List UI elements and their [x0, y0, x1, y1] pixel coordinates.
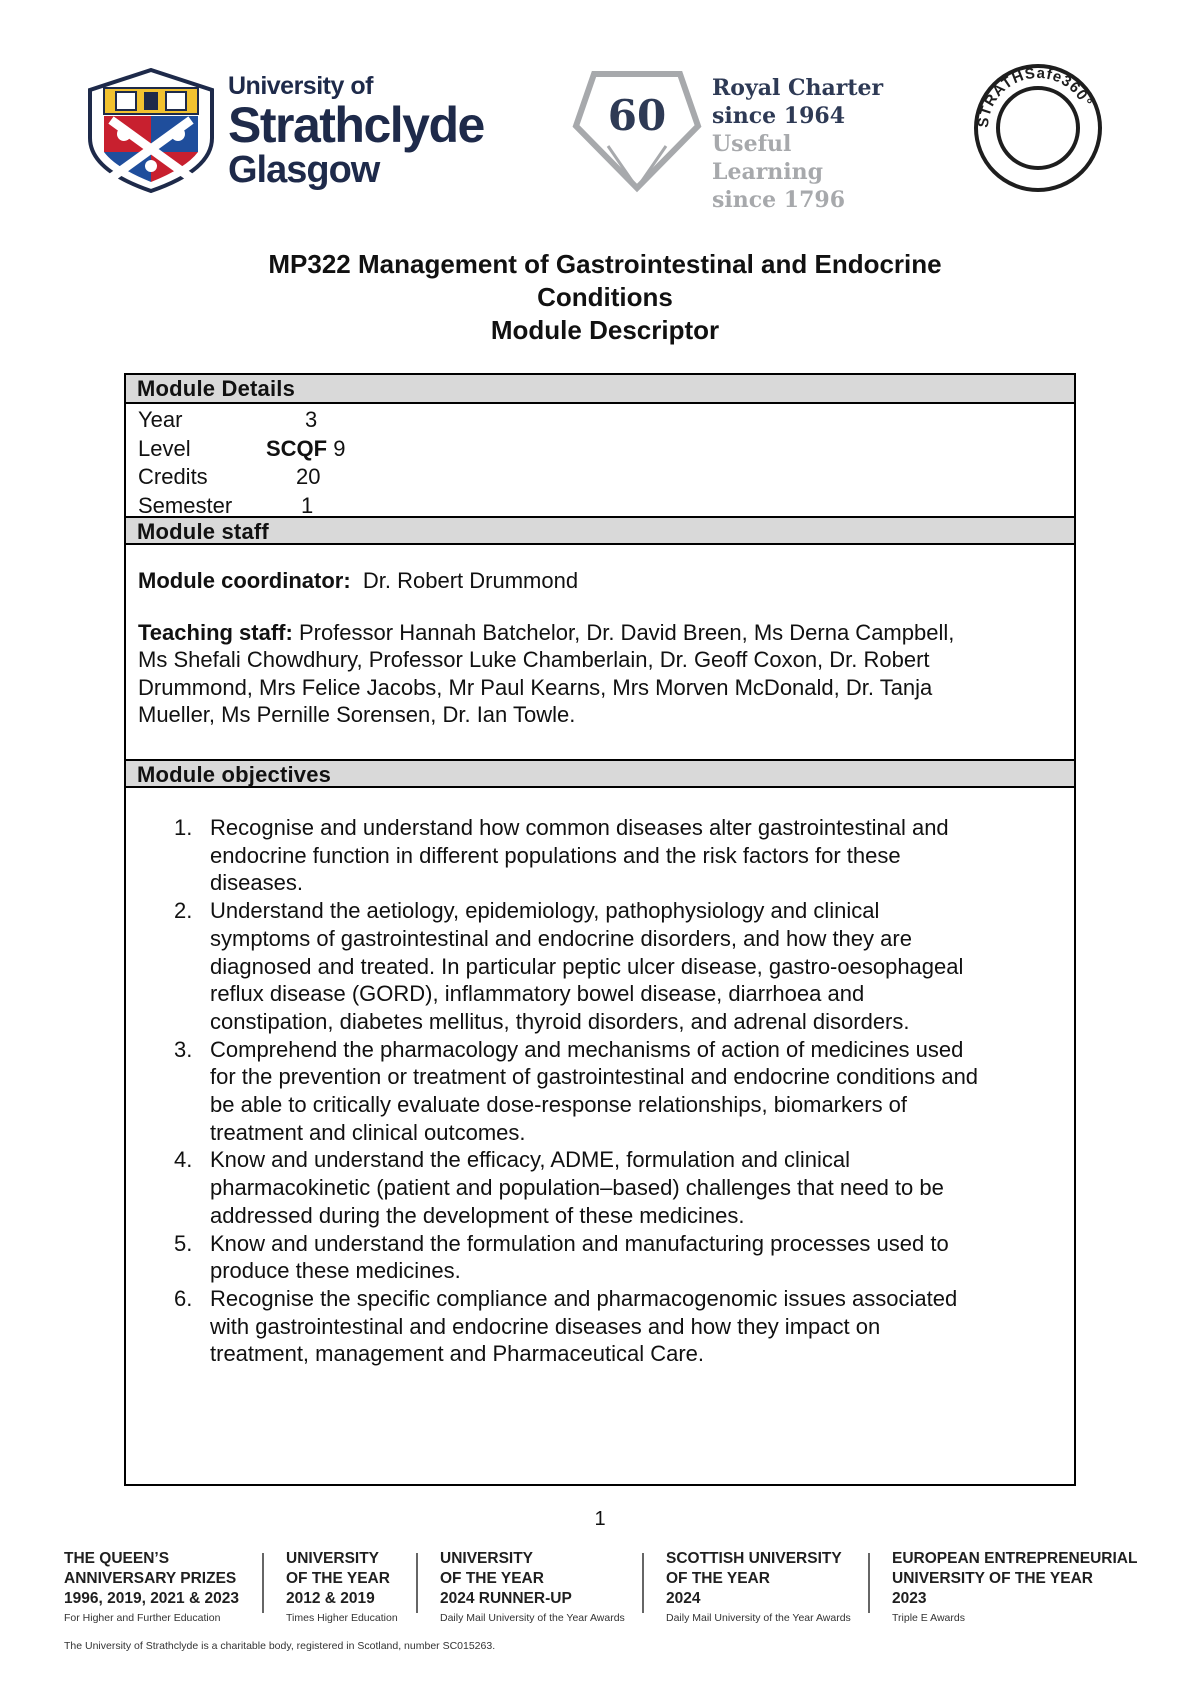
award-source: Triple E Awards	[892, 1612, 965, 1624]
objective-item	[126, 1230, 1062, 1285]
award-line: OF THE YEAR	[286, 1570, 390, 1587]
objective-line: Recognise the specific compliance and pharmacogenomic issues associated	[210, 1285, 958, 1311]
charter-line-2: since 1964	[712, 103, 846, 129]
award-source: Times Higher Education	[286, 1612, 398, 1624]
objective-line: reflux disease (GORD), inflammatory bowel disease, diarrhoea and	[210, 981, 865, 1007]
award-line: UNIVERSITY	[440, 1550, 534, 1567]
objective-line: Know and understand the efficacy, ADME, formulation and clinical	[210, 1147, 850, 1173]
award-line: ANNIVERSARY PRIZES	[64, 1570, 237, 1587]
charter-text	[712, 74, 902, 214]
objective-line: with gastrointestinal and endocrine diseases and how they impact on	[210, 1313, 881, 1339]
award-divider	[416, 1553, 418, 1613]
award-source: Daily Mail University of the Year Awards	[666, 1612, 851, 1624]
module-objectives-heading: Module objectives	[126, 759, 1074, 788]
detail-label: Year	[138, 407, 183, 432]
charter-number: 60	[607, 91, 667, 140]
objective-line: for the prevention or treatment of gastrointestinal and endocrine conditions and	[210, 1064, 979, 1090]
award-divider	[868, 1553, 870, 1613]
objective-line: Comprehend the pharmacology and mechanisms of action of medicines used	[210, 1036, 964, 1062]
award-source: For Higher and Further Education	[64, 1612, 221, 1624]
objective-item	[126, 814, 1062, 897]
objective-number: 2.	[174, 898, 193, 924]
strathsafe-badge-icon	[972, 62, 1104, 194]
coordinator-label: Module coordinator:	[138, 568, 351, 593]
award-line: 2012 & 2019	[286, 1590, 375, 1607]
award-line: OF THE YEAR	[440, 1570, 544, 1587]
objective-line: be able to critically evaluate dose-response relationships, biomarkers of	[210, 1092, 908, 1118]
objective-number: 1.	[174, 815, 193, 840]
award-scottish-uoty	[666, 1549, 851, 1627]
award-line: EUROPEAN ENTREPRENEURIAL	[892, 1550, 1138, 1567]
objective-line: Understand the aetiology, epidemiology, pathophysiology and clinical	[210, 898, 880, 924]
detail-value: 9	[327, 435, 346, 461]
objective-line: endocrine function in different populations and the risk factors for these	[210, 842, 901, 868]
objective-line: addressed during the development of these medicines.	[210, 1202, 745, 1228]
teaching-staff-line: Professor Hannah Batchelor, Dr. David Breen, Ms Derna Campbell,	[292, 619, 955, 645]
charter-line-4: since 1796	[712, 187, 846, 213]
coordinator-value: Dr. Robert Drummond	[362, 568, 579, 593]
award-queens-prize	[64, 1549, 239, 1627]
award-uoty-runner-up	[440, 1549, 625, 1627]
award-line: UNIVERSITY	[286, 1550, 380, 1567]
title-line-2: Conditions	[537, 282, 673, 312]
teaching-staff-line: Mueller, Ms Pernille Sorensen, Dr. Ian Towle.	[138, 702, 576, 728]
objective-item	[126, 897, 1062, 1036]
header-logos	[0, 58, 1200, 213]
objective-line: treatment and clinical outcomes.	[210, 1119, 526, 1145]
title-line-1: MP322 Management of Gastrointestinal and Endocrine	[268, 249, 942, 279]
charity-note: The University of Strathclyde is a charitable body, registered in Scotland, number SC015263.	[64, 1640, 496, 1652]
detail-row-credits	[138, 463, 1074, 492]
objective-item	[126, 1146, 1062, 1229]
wordmark-strathclyde: Strathclyde	[228, 97, 484, 153]
module-coordinator	[138, 567, 1062, 595]
title-line-3: Module Descriptor	[490, 315, 720, 345]
detail-value: 20	[296, 464, 321, 489]
award-line: SCOTTISH UNIVERSITY	[666, 1550, 842, 1567]
detail-label: Level	[138, 435, 191, 461]
detail-label: Credits	[138, 464, 208, 489]
objective-line: Recognise and understand how common diseases alter gastrointestinal and	[210, 815, 949, 840]
badge-ring-text: STRATHSafe360°	[974, 64, 1096, 129]
objective-line: diseases.	[210, 870, 303, 896]
detail-value: 1	[301, 492, 314, 518]
award-european-entrepreneurial	[892, 1549, 1137, 1627]
award-uoty-the	[286, 1549, 398, 1627]
module-staff-heading: Module staff	[126, 516, 1074, 545]
award-divider	[262, 1553, 264, 1613]
objective-line: Know and understand the formulation and manufacturing processes used to	[210, 1230, 949, 1256]
module-staff-section	[126, 545, 1074, 759]
objective-number: 6.	[174, 1285, 193, 1311]
detail-value-bold: SCQF	[266, 435, 328, 461]
objective-line: constipation, diabetes mellitus, thyroid disorders, and adrenal disorders.	[210, 1008, 910, 1034]
royal-charter-logo	[572, 68, 902, 213]
objective-number: 3.	[174, 1036, 193, 1062]
award-line: OF THE YEAR	[666, 1570, 770, 1587]
award-line: 2024	[666, 1590, 701, 1607]
charter-line-1: Royal Charter	[712, 75, 884, 101]
objective-line: treatment, management and Pharmaceutical Care.	[210, 1341, 705, 1367]
teaching-staff-line: Drummond, Mrs Felice Jacobs, Mr Paul Kearns, Mrs Morven McDonald, Dr. Tanja	[138, 674, 933, 700]
detail-value: 3	[305, 407, 318, 432]
detail-row-semester	[138, 492, 1074, 521]
university-crest-icon	[86, 68, 216, 193]
teaching-staff-label: Teaching staff:	[138, 619, 293, 645]
objective-line: symptoms of gastrointestinal and endocrine disorders, and how they are	[210, 925, 912, 951]
objective-item	[126, 1036, 1062, 1147]
award-line: 1996, 2019, 2021 & 2023	[64, 1590, 239, 1607]
objective-line: diagnosed and treated. In particular peptic ulcer disease, gastro-oesophageal	[210, 953, 964, 979]
objective-line: pharmacokinetic (patient and population–based) challenges that need to be	[210, 1175, 944, 1201]
page-number: 1	[594, 1508, 606, 1530]
page-title	[150, 248, 1060, 347]
objectives-list	[126, 814, 1062, 1368]
award-line: THE QUEEN’S	[64, 1550, 170, 1567]
objective-line: produce these medicines.	[210, 1258, 461, 1284]
university-wordmark	[228, 72, 484, 190]
award-divider	[642, 1553, 644, 1613]
objective-number: 5.	[174, 1230, 193, 1256]
strathclyde-logo	[86, 68, 506, 193]
award-source: Daily Mail University of the Year Awards	[440, 1612, 625, 1624]
detail-row-level	[138, 435, 1074, 464]
award-line: UNIVERSITY OF THE YEAR	[892, 1570, 1093, 1587]
objective-item	[126, 1285, 1062, 1368]
detail-row-year	[138, 406, 1074, 435]
teaching-staff-line: Ms Shefali Chowdhury, Professor Luke Chamberlain, Dr. Geoff Coxon, Dr. Robert	[138, 647, 930, 673]
module-details-heading: Module Details	[126, 375, 1074, 404]
award-line: 2024 RUNNER-UP	[440, 1590, 572, 1607]
detail-label: Semester	[138, 492, 233, 518]
award-line: 2023	[892, 1590, 927, 1607]
module-objectives-section	[126, 788, 1074, 1368]
module-details-section	[126, 404, 1074, 516]
objective-number: 4.	[174, 1147, 193, 1173]
charter-line-3: Useful Learning	[712, 131, 824, 185]
wordmark-university-of: University of	[228, 72, 373, 100]
charter-pentagon-icon	[572, 68, 702, 193]
wordmark-glasgow: Glasgow	[228, 149, 380, 191]
teaching-staff	[138, 619, 1062, 729]
module-descriptor-table	[124, 373, 1076, 1486]
